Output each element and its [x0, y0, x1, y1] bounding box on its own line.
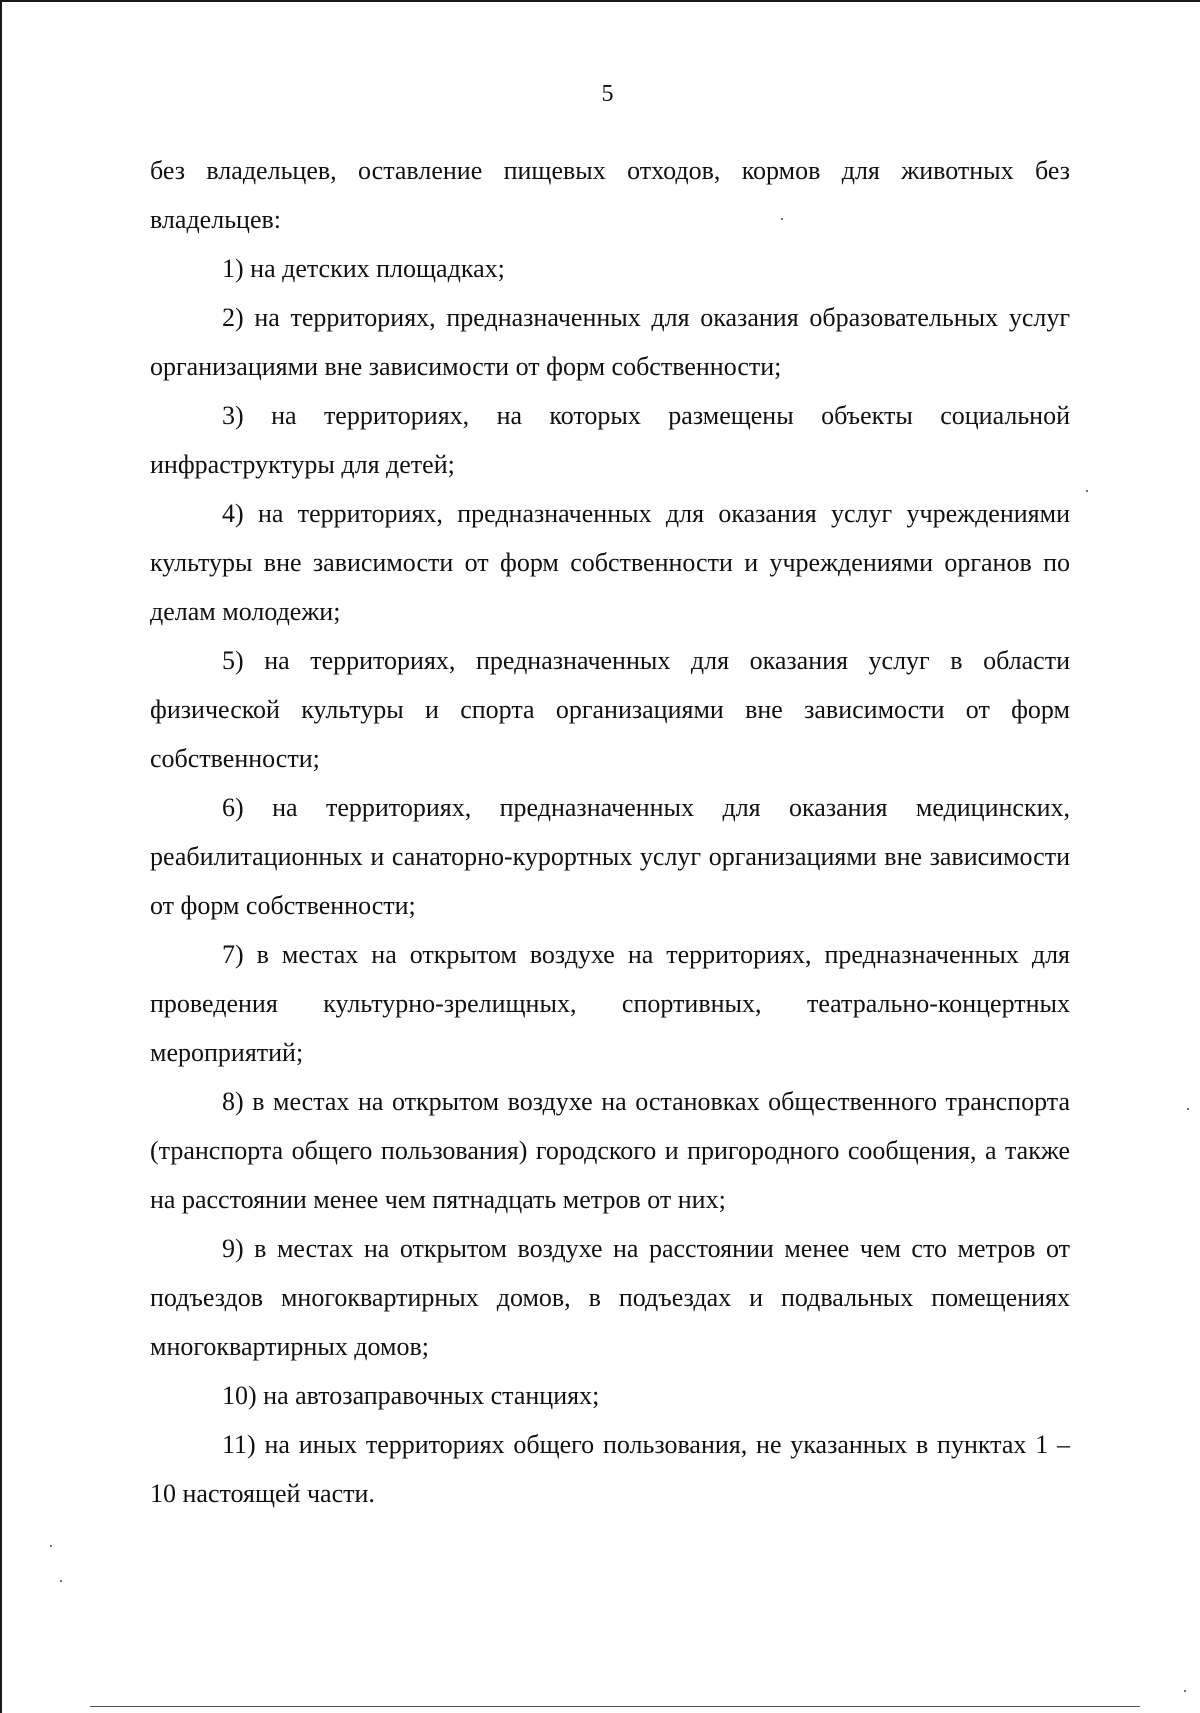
scan-speck [1086, 490, 1088, 492]
page-number: 5 [601, 81, 614, 107]
list-item-4: 4) на территориях, предназначенных для оказания услуг учреждениями культуры вне зависимости от форм собственности и учреждениями органов по делам молодежи; [150, 499, 1070, 626]
list-item-9: 9) в местах на открытом воздухе на расстоянии менее чем сто метров от подъездов многоквартирных домов, в подъездах и подвальных помещениях многоквартирных домов; [150, 1234, 1070, 1361]
document-body [150, 146, 1070, 1518]
list-item-5: 5) на территориях, предназначенных для оказания услуг в области физической культуры и спорта организациями вне зависимости от форм собственности; [150, 646, 1070, 773]
scan-edge-top [0, 0, 1200, 2]
list-item-1: 1) на детских площадках; [222, 254, 505, 283]
list-item-10: 10) на автозаправочных станциях; [222, 1381, 600, 1410]
scan-speck [1187, 1108, 1189, 1110]
list-item-3: 3) на территориях, на которых размещены объекты социальной инфраструктуры для детей; [150, 401, 1070, 479]
list-item-8: 8) в местах на открытом воздухе на остановках общественного транспорта (транспорта общего пользования) городского и пригородного сообщения, а также на расстоянии менее чем пятнадцать метров от них; [150, 1087, 1070, 1214]
list-item-6: 6) на территориях, предназначенных для оказания медицинских, реабилитационных и санаторно-курортных услуг организациями вне зависимости от форм собственности; [150, 793, 1070, 920]
scan-speck [1184, 1690, 1186, 1692]
list-item-2: 2) на территориях, предназначенных для оказания образовательных услуг организациями вне зависимости от форм собственности; [150, 303, 1070, 381]
scan-edge-bottom [90, 1706, 1140, 1707]
list-item-7: 7) в местах на открытом воздухе на территориях, предназначенных для проведения культурно-зрелищных, спортивных, театрально-концертных мероприятий; [150, 940, 1070, 1067]
scan-edge-left [0, 0, 2, 1713]
scan-speck [50, 1545, 52, 1547]
scan-speck [60, 1580, 62, 1582]
paragraph-intro: без владельцев, оставление пищевых отходов, кормов для животных без владельцев: [150, 156, 1070, 234]
list-item-11: 11) на иных территориях общего пользования, не указанных в пунктах 1 – 10 настоящей части. [150, 1430, 1070, 1508]
